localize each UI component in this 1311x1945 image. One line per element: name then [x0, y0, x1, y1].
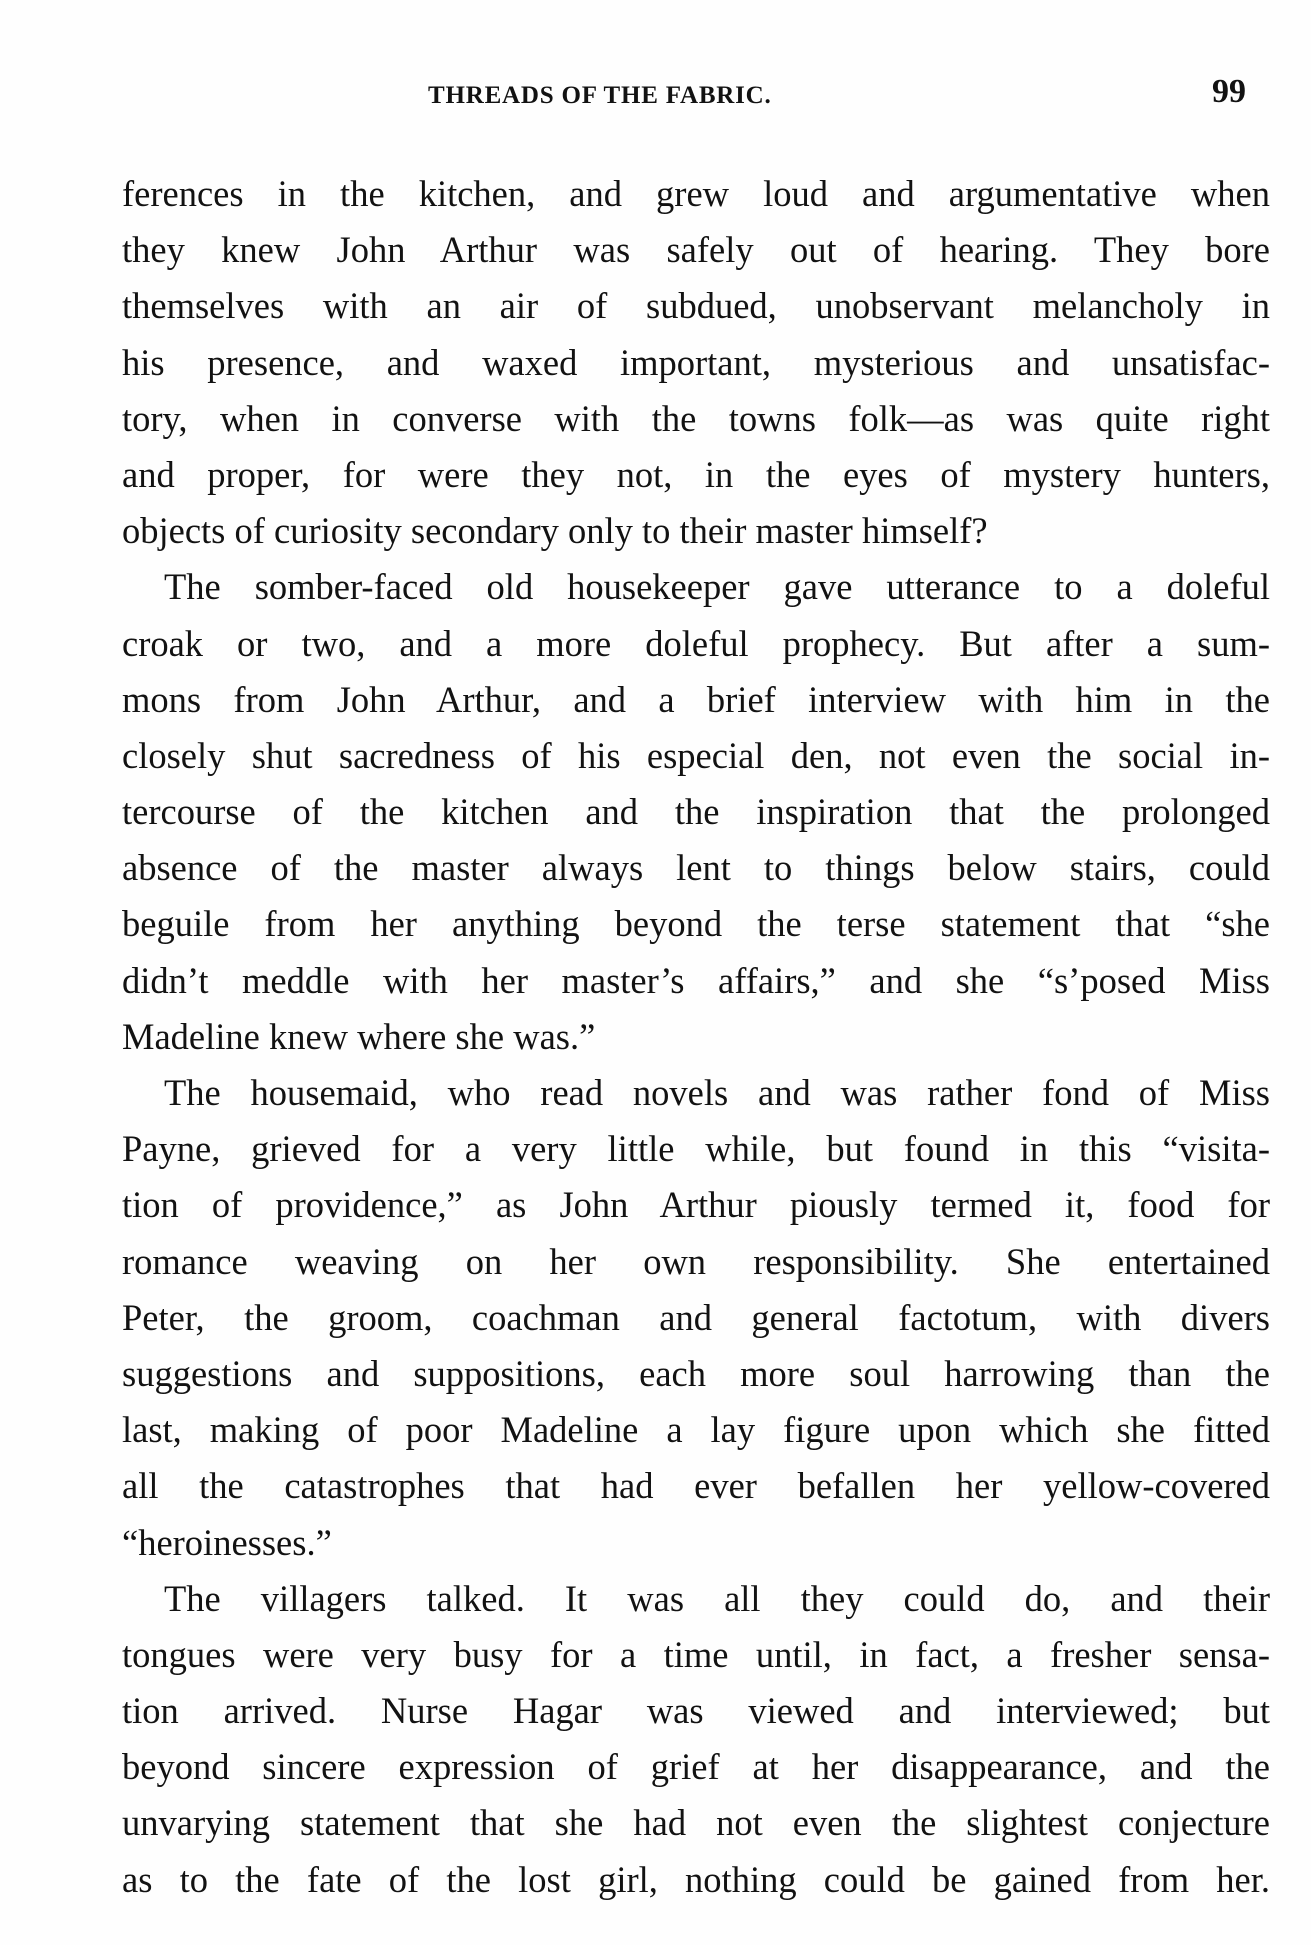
text-line: ferences in the kitchen, and grew loud and argumentative when [122, 173, 1270, 214]
text-line: Madeline knew where she was.” [122, 1015, 596, 1057]
text-line: tercourse of the kitchen and the inspiration that the prolonged [122, 791, 1270, 833]
text-line: tongues were very busy for a time until, in fact, a fresher sensa- [122, 1633, 1270, 1675]
text-line: unvarying statement that she had not even the slightest conjecture [122, 1802, 1270, 1844]
text-line: “heroinesses.” [122, 1521, 332, 1563]
text-line: last, making of poor Madeline a lay figure upon which she fitted [122, 1409, 1270, 1451]
text-line: all the catastrophes that had ever befallen her yellow-covered [122, 1465, 1270, 1507]
text-line: Payne, grieved for a very little while, but found in this “visita- [122, 1128, 1270, 1170]
text-line: as to the fate of the lost girl, nothing could be gained from her. [122, 1858, 1270, 1900]
text-line: Peter, the groom, coachman and general factotum, with divers [122, 1296, 1270, 1338]
text-line: beguile from her anything beyond the terse statement that “she [122, 903, 1270, 945]
page-number: 99 [1212, 73, 1246, 110]
text-line: themselves with an air of subdued, unobservant melancholy in [122, 285, 1270, 327]
text-line: romance weaving on her own responsibility. She entertained [122, 1240, 1270, 1282]
text-line: tory, when in converse with the towns folk—as was quite right [122, 397, 1270, 439]
paragraph-2 [122, 559, 1270, 1065]
running-title: THREADS OF THE FABRIC. [428, 82, 772, 109]
text-line: closely shut sacredness of his especial den, not even the social in- [122, 734, 1270, 776]
text-line: The villagers talked. It was all they could do, and their [164, 1577, 1270, 1619]
body-text [122, 166, 1270, 1908]
text-line: mons from John Arthur, and a brief interview with him in the [122, 678, 1270, 720]
text-line: absence of the master always lent to things below stairs, could [122, 847, 1270, 889]
paragraph-4 [122, 1571, 1270, 1908]
paragraph-3 [122, 1065, 1270, 1571]
text-line: his presence, and waxed important, mysterious and unsatisfac- [122, 341, 1270, 383]
text-line: they knew John Arthur was safely out of hearing. They bore [122, 229, 1270, 271]
text-line: beyond sincere expression of grief at her disappearance, and the [122, 1746, 1270, 1788]
text-line: The somber-faced old housekeeper gave utterance to a doleful [164, 566, 1270, 608]
paragraph-1 [122, 166, 1270, 559]
running-head [0, 73, 1311, 116]
text-line: tion arrived. Nurse Hagar was viewed and interviewed; but [122, 1690, 1270, 1732]
text-line: The housemaid, who read novels and was rather fond of Miss [164, 1072, 1270, 1113]
text-line: objects of curiosity secondary only to their master himself? [122, 510, 988, 552]
text-line: tion of providence,” as John Arthur piously termed it, food for [122, 1184, 1270, 1226]
text-line: croak or two, and a more doleful prophecy. But after a sum- [122, 622, 1270, 664]
text-line: didn’t meddle with her master’s affairs,” and she “s’posed Miss [122, 959, 1270, 1001]
text-line: suggestions and suppositions, each more soul harrowing than the [122, 1352, 1270, 1394]
text-line: and proper, for were they not, in the eyes of mystery hunters, [122, 453, 1270, 495]
